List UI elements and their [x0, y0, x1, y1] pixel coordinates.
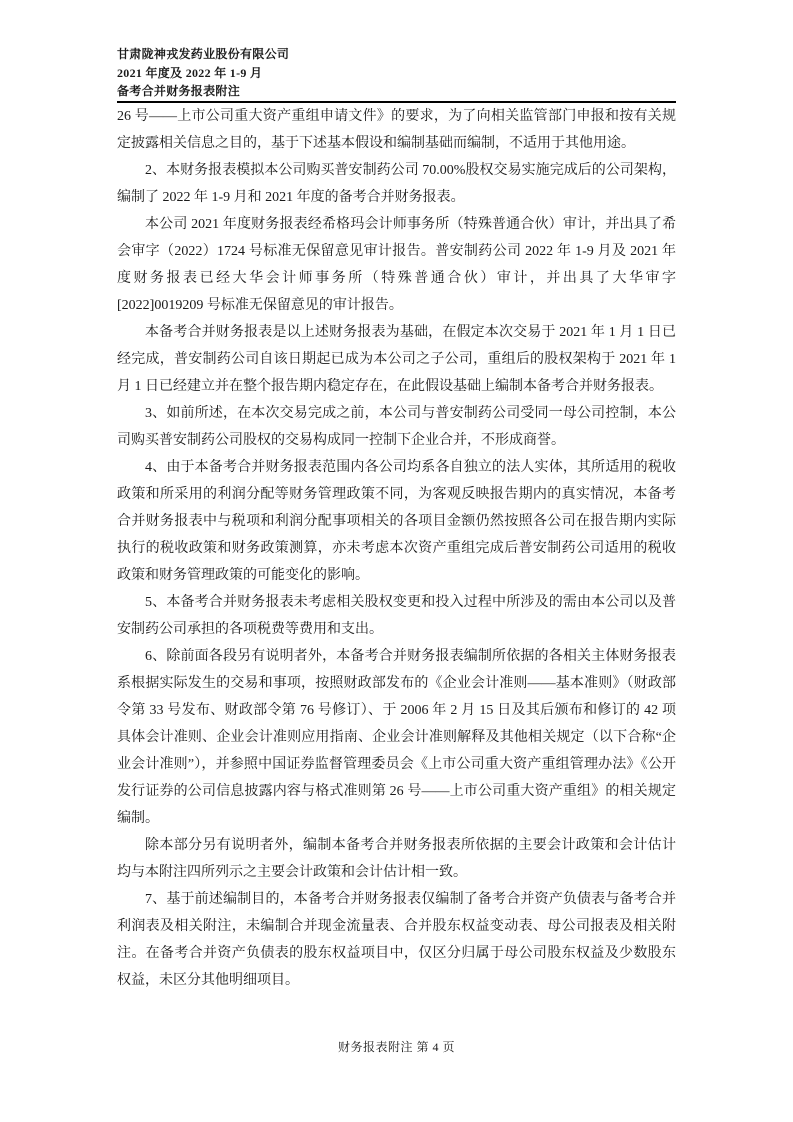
paragraph-item-2: 2、本财务报表模拟本公司购买普安制药公司 70.00%股权交易实施完成后的公司架构，编制了 2022 年 1-9 月和 2021 年度的备考合并财务报表。	[117, 163, 676, 205]
page-footer	[0, 1038, 793, 1055]
page-number-label: 财务报表附注 第 4 页	[337, 1040, 455, 1054]
paragraph-continuation: 26 号——上市公司重大资产重组申请文件》的要求，为了向相关监管部门申报和按有关规定披露相关信息之目的，基于下述基本假设和编制基础而编制，不适用于其他用途。	[117, 109, 676, 151]
report-period: 2021 年度及 2022 年 1-9 月	[117, 65, 263, 80]
document-title: 备考合并财务报表附注	[117, 84, 241, 98]
paragraph-item-7: 7、基于前述编制目的，本备考合并财务报表仅编制了备考合并资产负债表与备考合并利润表及相关附注，未编制合并现金流量表、合并股东权益变动表、母公司报表及相关附注。在备考合并资产负债表的股东权益项目中，仅区分归属于母公司股东权益及少数股东权益，未区分其他明细项目。	[117, 892, 676, 988]
paragraph-audit-info: 本公司 2021 年度财务报表经希格玛会计师事务所（特殊普通合伙）审计，并出具了希会审字（2022）1724 号标准无保留意见审计报告。普安制药公司 2022 年 1-9 月及 2021 年度财务报表已经大华会计师事务所（特殊普通合伙）审计，并出具了大华审字[2022]0019209 号标准无保留意见的审计报告。	[117, 217, 676, 313]
paragraph-item-3: 3、如前所述，在本次交易完成之前，本公司与普安制药公司受同一母公司控制，本公司购买普安制药公司股权的交易构成同一控制下企业合并，不形成商誉。	[117, 406, 676, 448]
paragraph-item-5: 5、本备考合并财务报表未考虑相关股权变更和投入过程中所涉及的需由本公司以及普安制药公司承担的各项税费等费用和支出。	[117, 595, 676, 637]
paragraph-item-4: 4、由于本备考合并财务报表范围内各公司均系各自独立的法人实体，其所适用的税收政策和所采用的利润分配等财务管理政策不同，为客观反映报告期内的真实情况，本备考合并财务报表中与税项和利润分配事项相关的各项目金额仍然按照各公司在报告期内实际执行的税收政策和财务政策测算，亦未考虑本次资产重组完成后普安制药公司适用的税收政策和财务管理政策的可能变化的影响。	[117, 460, 676, 583]
paragraph-item-6: 6、除前面各段另有说明者外，本备考合并财务报表编制所依据的各相关主体财务报表系根据实际发生的交易和事项，按照财政部发布的《企业会计准则——基本准则》（财政部令第 33 号发布、财政部令第 76 号修订）、于 2006 年 2 月 15 日及其后颁布和修订的 42 项具体会计准则、企业会计准则应用指南、企业会计准则解释及其他相关规定（以下合称“企业会计准则”），并参照中国证券监督管理委员会《上市公司重大资产重组管理办法》《公开发行证券的公司信息披露内容与格式准则第 26 号——上市公司重大资产重组》的相关规定编制。	[117, 649, 676, 826]
document-body	[117, 103, 676, 994]
page-header	[117, 45, 677, 101]
paragraph-basis: 本备考合并财务报表是以上述财务报表为基础，在假定本次交易于 2021 年 1 月 1 日已经完成，普安制药公司自该日期起已成为本公司之子公司，重组后的股权架构于 2021 年 1 月 1 日已经建立并在整个报告期内稳定存在，在此假设基础上编制本备考合并财务报表。	[117, 325, 676, 394]
company-name: 甘肃陇神戎发药业股份有限公司	[117, 47, 290, 61]
paragraph-policies: 除本部分另有说明者外，编制本备考合并财务报表所依据的主要会计政策和会计估计均与本附注四所列示之主要会计政策和会计估计相一致。	[117, 838, 676, 880]
